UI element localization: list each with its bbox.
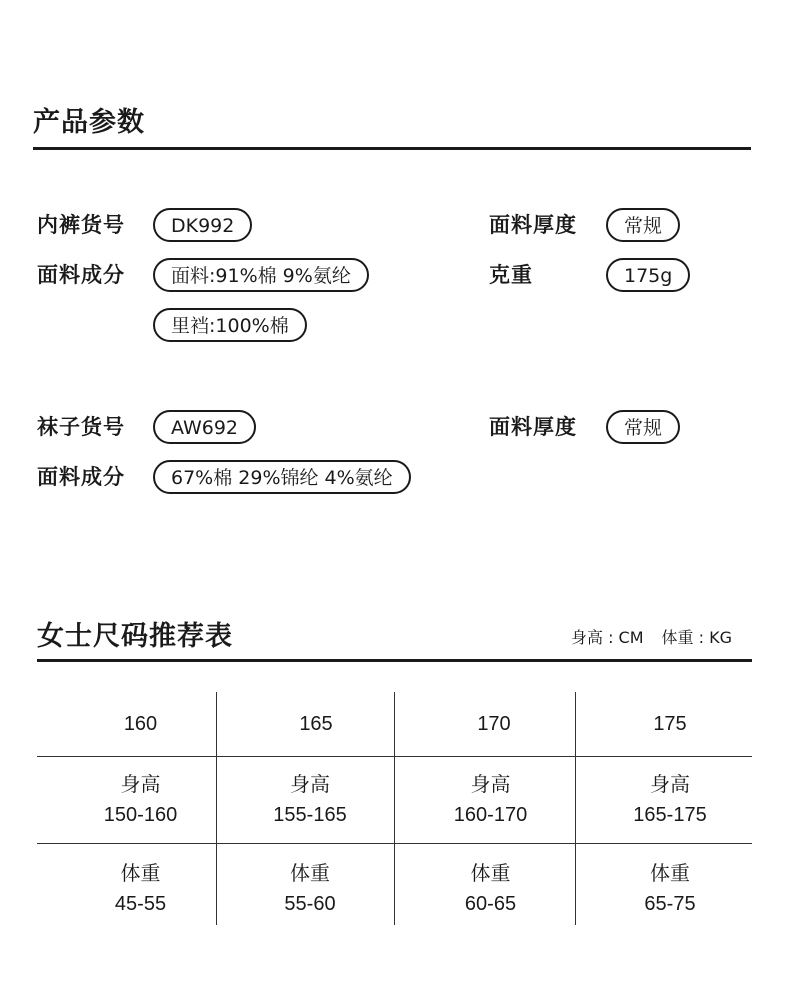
size-cell: 170 (477, 713, 511, 735)
weight-range: 65-75 (644, 893, 696, 915)
underwear-weight-label: 克重 (489, 263, 533, 287)
weight-cell (394, 859, 587, 919)
height-label: 身高 (120, 774, 161, 796)
height-cell (394, 770, 587, 830)
weight-range: 45-55 (114, 893, 167, 915)
height-label: 身高 (650, 774, 690, 796)
size-cell: 160 (123, 713, 158, 735)
weight-cell (37, 859, 244, 919)
weight-label: 体重 (650, 863, 690, 885)
height-range: 155-165 (273, 804, 347, 826)
size-cell: 175 (653, 713, 687, 735)
socks-fabric-label: 面料成分 (37, 465, 125, 489)
socks-code-value: AW692 (153, 410, 256, 444)
unit-weight: 体重 : KG (661, 628, 732, 647)
underwear-weight-value: 175g (606, 258, 690, 292)
underwear-lining-value: 里裆:100%棉 (153, 308, 307, 342)
underwear-code-value: DK992 (153, 208, 252, 242)
socks-thickness-label: 面料厚度 (489, 415, 577, 439)
socks-code-label: 袜子货号 (37, 415, 125, 439)
weight-label: 体重 (470, 863, 511, 885)
unit-height: 身高 : CM (570, 628, 644, 647)
socks-fabric-value: 67%棉 29%锦纶 4%氨纶 (153, 460, 411, 494)
weight-cell (216, 859, 404, 919)
weight-label: 体重 (290, 863, 330, 885)
underwear-fabric-label: 面料成分 (37, 263, 125, 287)
underwear-thickness-label: 面料厚度 (489, 213, 577, 237)
height-range: 160-170 (453, 804, 528, 826)
socks-thickness-value: 常规 (606, 410, 680, 444)
size-chart-title: 女士尺码推荐表 (37, 621, 233, 652)
height-cell (216, 770, 404, 830)
height-cell (37, 770, 244, 830)
size-cell: 165 (299, 713, 333, 735)
table-row-divider (37, 843, 752, 844)
underwear-thickness-value: 常规 (606, 208, 680, 242)
height-range: 150-160 (103, 804, 178, 826)
underwear-fabric-value: 面料:91%棉 9%氨纶 (153, 258, 369, 292)
height-cell (575, 770, 765, 830)
height-label: 身高 (290, 774, 330, 796)
height-label: 身高 (470, 774, 511, 796)
weight-cell (575, 859, 765, 919)
weight-label: 体重 (120, 863, 161, 885)
underwear-code-label: 内裤货号 (37, 213, 125, 237)
height-range: 165-175 (633, 804, 707, 826)
table-row-divider (37, 756, 752, 757)
params-divider (33, 147, 751, 150)
weight-range: 60-65 (464, 893, 517, 915)
weight-range: 55-60 (284, 893, 336, 915)
size-chart-divider (37, 659, 752, 662)
size-chart-units (571, 625, 732, 648)
params-title: 产品参数 (33, 107, 145, 138)
